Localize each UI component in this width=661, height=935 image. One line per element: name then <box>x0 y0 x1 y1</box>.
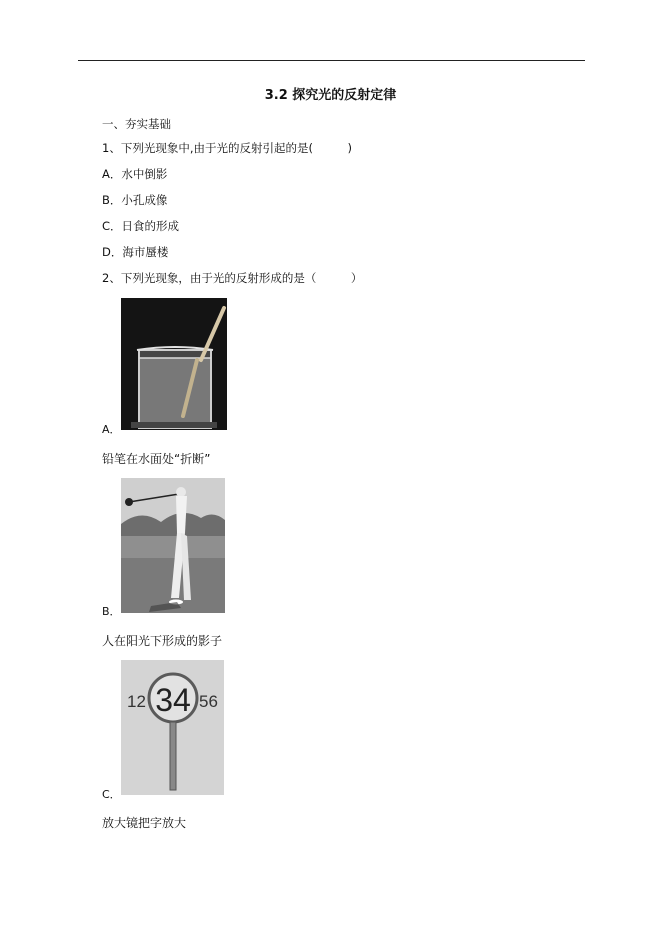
q1-option-a: A．水中倒影 <box>102 167 168 181</box>
q1-option-b: B．小孔成像 <box>102 193 168 207</box>
q1-option-c: C．日食的形成 <box>102 219 180 233</box>
magnifier-text-center: 34 <box>155 682 191 718</box>
pencil-in-water-photo <box>121 298 227 430</box>
q1-option-d: D．海市蜃楼 <box>102 245 169 259</box>
magnifier-text-left: 12 <box>127 692 146 711</box>
q2-option-c-label: C． <box>102 788 121 801</box>
q2-option-b-caption: 人在阳光下形成的影子 <box>102 634 223 648</box>
magnifier-text-right: 56 <box>199 692 218 711</box>
magnifier-photo <box>121 660 224 795</box>
golfer-shadow-photo <box>121 478 225 613</box>
q2-option-a-label: A． <box>102 423 121 436</box>
question-1-stem: 1、下列光现象中,由于光的反射引起的是( ) <box>102 141 352 155</box>
q2-option-b-label: B． <box>102 605 121 618</box>
section-heading: 一、夯实基础 <box>102 117 171 131</box>
question-2-stem: 2、下列光现象，由于光的反射形成的是（ ） <box>102 271 363 285</box>
page-title: 3.2 探究光的反射定律 <box>264 88 397 103</box>
q2-option-c-caption: 放大镜把字放大 <box>102 816 187 830</box>
header-rule <box>78 60 585 61</box>
q2-option-a-caption: 铅笔在水面处“折断” <box>102 452 211 466</box>
